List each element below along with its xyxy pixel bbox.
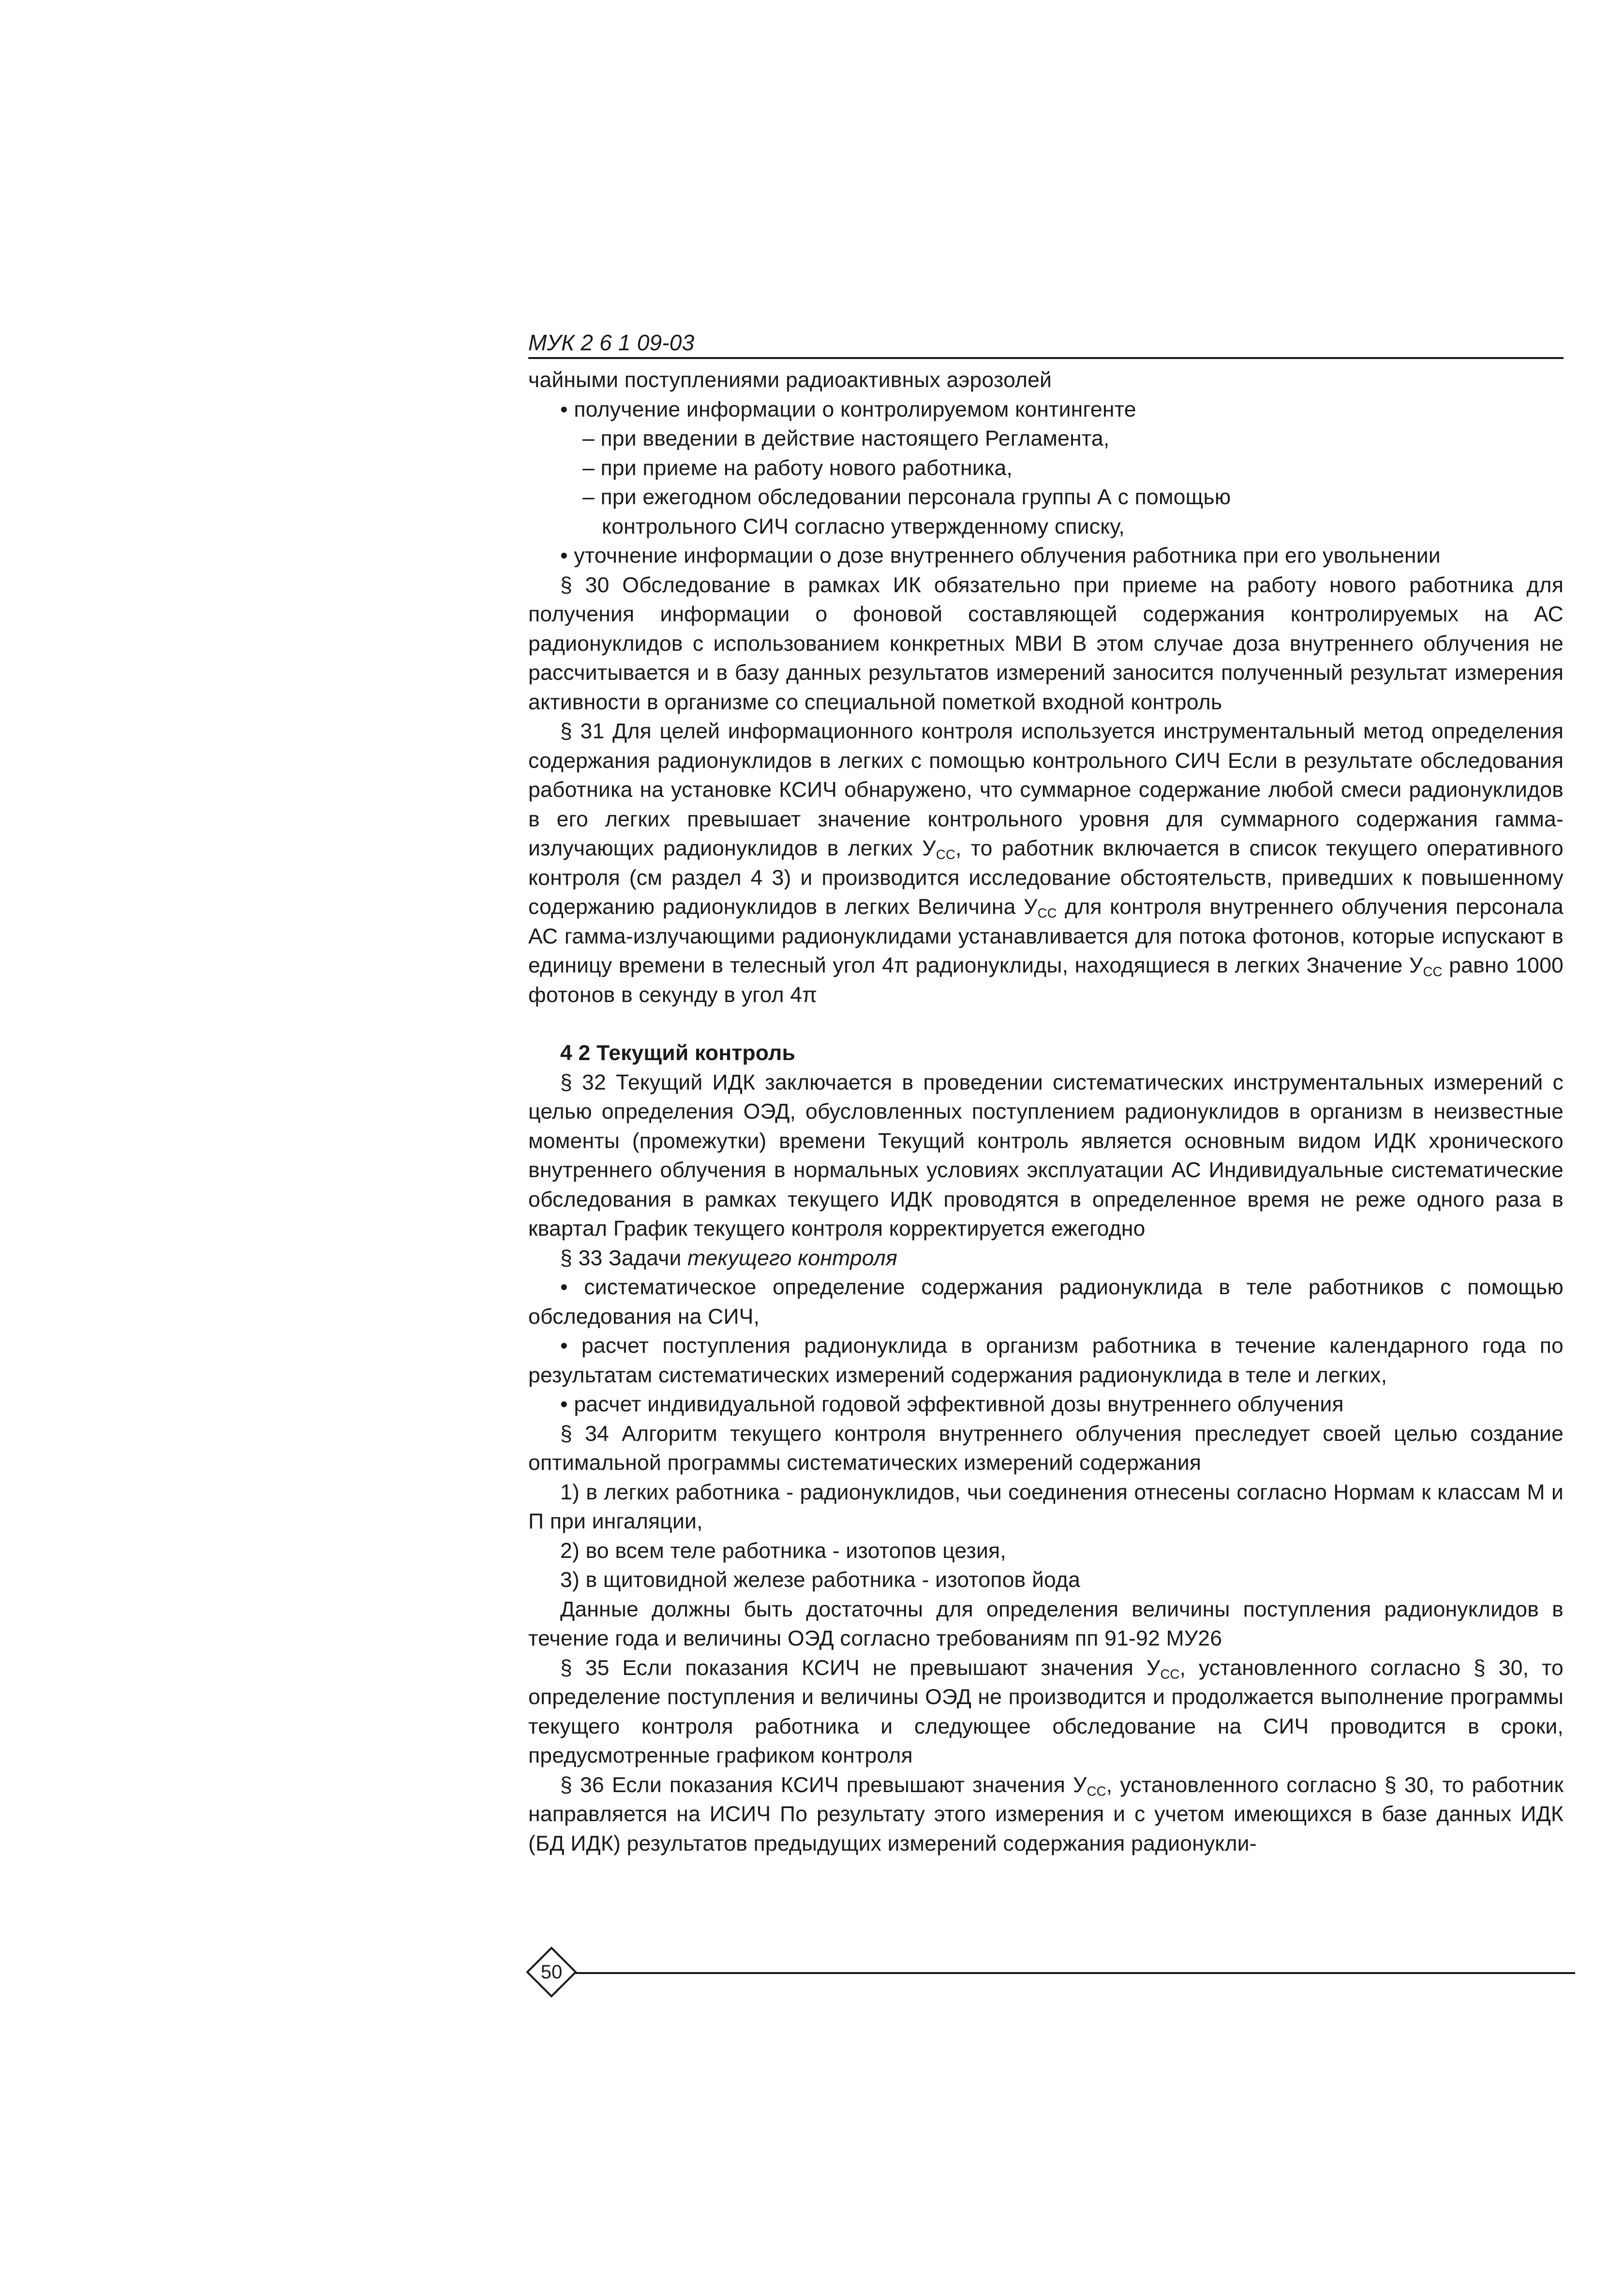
document-page [528, 329, 1564, 1858]
paragraph: • расчет индивидуальной годовой эффективной дозы внутреннего облучения [560, 1392, 1344, 1416]
paragraph: 1) в легких работника - радионуклидов, чьи соединения отнесены согласно Нормам к классам М и П при ингаляции, [528, 1480, 1564, 1533]
paragraph: 2) во всем теле работника - изотопов цезия, [560, 1539, 1006, 1563]
paragraph: • уточнение информации о дозе внутреннего облучения работника при его увольнении [560, 544, 1441, 568]
paragraph: § 31 Для целей информационного контроля используется инструментальный метод определения содержания радионуклидов в легких с помощью контрольного СИЧ Если в результате обследования работника на установке КСИЧ обнаружено, что суммарное содержание любой смеси радионуклидов в его легких превышает значение контрольного уровня для суммарного содержания гамма-излучающих радионуклидов в легких $У_{СС}$, то работник включается в список текущего оперативного контроля (см раздел 4 3) и производится исследование обстоятельств, приведших к повышенному содержанию радионуклидов в легких Величина $У_{СС}$ для контроля внутреннего облучения персонала АС гамма-излучающими радионуклидами устанавливается для потока фотонов, которые испускают в единицу времени в телесный угол 4π радионуклиды, находящиеся в легких Значение $У_{СС}$ равно 1000 фотонов в секунду в угол 4π [528, 719, 1564, 1007]
page-number: 50 [540, 1961, 563, 1983]
paragraph: • расчет поступления радионуклида в организм работника в течение календарного года по результатам систематических измерений содержания радионуклида в теле и легких, [528, 1334, 1564, 1387]
paragraph: § 36 Если показания КСИЧ превышают значения $У_{СС}$, установленного согласно § 30, то работник направляется на ИСИЧ По результату этого измерения и с учетом имеющихся в базе данных ИДК (БД ИДК) результатов предыдущих измерений содержания радионукли- [528, 1773, 1564, 1855]
paragraph: § 32 Текущий ИДК заключается в проведении систематических инструментальных измерений с целью определения ОЭД, обусловленных поступлением радионуклидов в организм в неизвестные моменты (промежутки) времени Текущий контроль является основным видом ИДК хронического внутреннего облучения в нормальных условиях эксплуатации АС Индивидуальные систематические обследования в рамках текущего ИДК проводятся в определенное время не реже одного раза в квартал График текущего контроля корректируется ежегодно [528, 1070, 1564, 1241]
paragraph: § 30 Обследование в рамках ИК обязательно при приеме на работу нового работника для получения информации о фоновой составляющей содержания контролируемых на АС радионуклидов с использованием конкретных МВИ В этом случае доза внутреннего облучения не рассчитывается и в базу данных результатов измерений заносится полученный результат измерения активности в организме со специальной пометкой входной контроль [528, 573, 1564, 714]
paragraph: – при ежегодном обследовании персонала группы А с помощью [582, 485, 1231, 509]
section-heading: 4 2 Текущий контроль [560, 1041, 796, 1065]
paragraph: чайными поступлениями радиоактивных аэрозолей [528, 368, 1052, 392]
paragraph: 3) в щитовидной железе работника - изотопов йода [560, 1568, 1081, 1592]
page-header [528, 329, 1564, 359]
paragraph: • получение информации о контролируемом контингенте [560, 397, 1136, 421]
paragraph: – при приеме на работу нового работника, [582, 456, 1013, 480]
footer-rule [574, 1972, 1575, 1974]
page-footer [521, 1943, 1575, 2001]
paragraph: контрольного СИЧ согласно утвержденному списку, [602, 514, 1125, 539]
body-text [528, 366, 1564, 1858]
document-code: МУК 2 6 1 09-03 [528, 330, 695, 355]
paragraph: Данные должны быть достаточны для определения величины поступления радионуклидов в течение года и величины ОЭД согласно требованиям пп 91-92 МУ26 [528, 1597, 1564, 1650]
paragraph: § 33 Задачи текущего контроля [560, 1246, 898, 1270]
paragraph: – при введении в действие настоящего Регламента, [582, 427, 1110, 450]
paragraph: § 35 Если показания КСИЧ не превышают значения $У_{СС}$, установленного согласно § 30, то определение поступления и величины ОЭД не производится и продолжается выполнение программы текущего контроля работника и следующее обследование на СИЧ проводится в сроки, предусмотренные графиком контроля [528, 1656, 1564, 1767]
paragraph: § 34 Алгоритм текущего контроля внутреннего облучения преследует своей целью создание оптимальной программы систематических измерений содержания [528, 1421, 1564, 1475]
paragraph: • систематическое определение содержания радионуклида в теле работников с помощью обследования на СИЧ, [528, 1275, 1564, 1329]
